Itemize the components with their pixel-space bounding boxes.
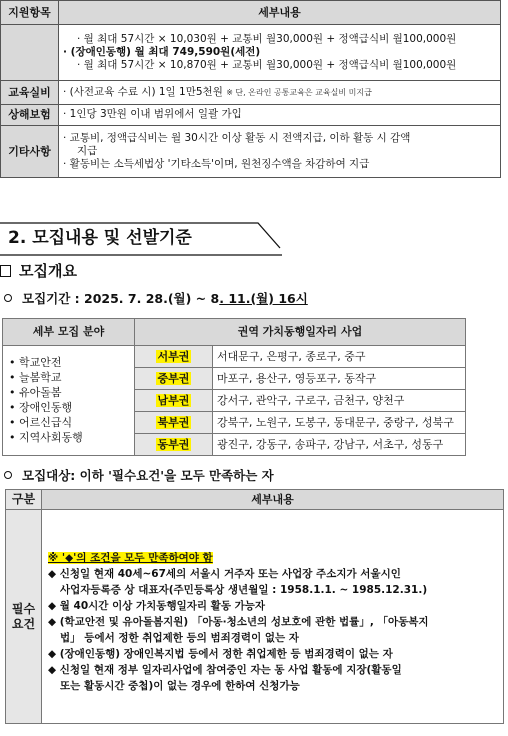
period-text-underlined: . 11.(월) 16시 <box>219 291 308 306</box>
insurance-text: · 1인당 3만원 이내 범위에서 일괄 가입 <box>59 105 501 126</box>
other-notes <box>59 126 501 178</box>
req-line: 또는 활동시간 중첩)이 없는 경우에 한하여 신청가능 <box>60 680 300 692</box>
pay-line: · 월 최대 57시간 × 10,030원 + 교통비 월30,000원 + 정액급식비 월100,000원 <box>77 33 457 45</box>
region-name <box>135 434 213 456</box>
recruit-target <box>4 468 274 484</box>
recruit-period <box>4 291 308 307</box>
checkbox-square-icon <box>0 265 11 277</box>
pay-line: · 월 최대 57시간 × 10,870원 + 교통비 월30,000원 + 정액급식비 월100,000원 <box>77 59 457 71</box>
region-table <box>2 318 466 456</box>
req-line: ◆ 신청일 현재 정부 일자리사업에 참여중인 자는 동 사업 활동에 지장(활동일 <box>48 664 402 676</box>
req-row-label <box>6 510 42 724</box>
req-line: ◆ 신청일 현재 40세~67세의 서울시 거주자 또는 사업장 주소지가 서울시인 <box>48 568 401 580</box>
region-name <box>135 412 213 434</box>
region-name-text: 동부권 <box>157 437 190 451</box>
education-cost-note: ※ 단, 온라인 공통교육은 교육실비 미지급 <box>226 87 372 97</box>
other-line: 지급 <box>77 145 98 157</box>
field-item: • 늘봄학교 <box>9 370 62 384</box>
circle-bullet-icon <box>4 294 12 302</box>
region-name <box>135 346 213 368</box>
req-header-content: 세부내용 <box>42 490 504 510</box>
region-name-text: 서부권 <box>157 349 190 363</box>
other-line: · 교통비, 정액급식비는 월 30시간 이상 활동 시 전액지급, 이하 활동 시 감액 <box>63 132 411 144</box>
req-content <box>42 510 504 724</box>
field-item: • 지역사회동행 <box>9 430 83 444</box>
row-label: 교육실비 <box>1 81 59 105</box>
period-text: 모집기간 : 2025. 7. 28.(월) ~ 8 <box>22 291 220 306</box>
row-label: 상해보험 <box>1 105 59 126</box>
pay-label-cell <box>1 25 59 81</box>
req-line: 사업자등록증 상 대표자(주민등록상 생년월일 : 1958.1.1. ~ 1985.12.31.) <box>60 584 428 596</box>
other-line: · 활동비는 소득세법상 '기타소득'이며, 원천징수액을 차감하여 지급 <box>63 158 370 170</box>
sub-heading <box>0 262 77 281</box>
field-item: • 어르신급식 <box>9 415 73 429</box>
support-header-content: 세부내용 <box>59 1 501 25</box>
req-header-label: 구분 <box>6 490 42 510</box>
row-label: 기타사항 <box>1 126 59 178</box>
support-header-label: 지원항목 <box>1 1 59 25</box>
req-line: ◆ (장애인동행) 장애인복지법 등에서 정한 취업제한 등 범죄경력이 없는 자 <box>48 648 393 660</box>
education-cost <box>59 81 501 105</box>
section-title-text: 2. 모집내용 및 선발기준 <box>8 228 192 248</box>
field-item: • 장애인동행 <box>9 400 73 414</box>
pay-line: · (장애인동행) 월 최대 749,590원(세전) <box>63 46 261 58</box>
region-districts: 강북구, 노원구, 도봉구, 동대문구, 중랑구, 성북구 <box>213 412 466 434</box>
req-row-label-text: 필수 요건 <box>11 601 36 631</box>
req-note <box>48 552 499 568</box>
region-name-text: 남부권 <box>157 393 190 407</box>
requirement-table <box>5 489 504 724</box>
region-name <box>135 390 213 412</box>
req-note-text: ※ '◆'의 조건을 모두 만족하여야 함 <box>48 552 213 564</box>
field-list <box>3 346 135 456</box>
circle-bullet-icon <box>4 471 12 479</box>
education-cost-text: · (사전교육 수료 시) 1일 1만5천원 <box>63 85 223 98</box>
field-item: • 유아돌봄 <box>9 385 62 399</box>
region-districts: 강서구, 관악구, 구로구, 금천구, 양천구 <box>213 390 466 412</box>
field-item: • 학교안전 <box>9 355 62 369</box>
region-name-text: 북부권 <box>157 415 190 429</box>
region-districts: 서대문구, 은평구, 종로구, 중구 <box>213 346 466 368</box>
req-line: 법」 등에서 정한 취업제한 등의 범죄경력이 없는 자 <box>60 632 299 644</box>
region-header-fields: 세부 모집 분야 <box>3 319 135 346</box>
region-header-regions: 권역 가치동행일자리 사업 <box>135 319 466 346</box>
target-text: 모집대상: 이하 '필수요건'을 모두 만족하는 자 <box>22 468 274 483</box>
section-title <box>0 222 282 256</box>
req-line: ◆ (학교안전 및 유아돌봄지원) 「아동·청소년의 성보호에 관한 법률」, 「아동복지 <box>48 616 429 628</box>
req-line: ◆ 월 40시간 이상 가치동행일자리 활동 가능자 <box>48 600 266 612</box>
pay-detail <box>59 25 501 81</box>
region-districts: 광진구, 강동구, 송파구, 강남구, 서초구, 성동구 <box>213 434 466 456</box>
support-table <box>0 0 501 178</box>
region-name-text: 중부권 <box>157 371 190 385</box>
region-districts: 마포구, 용산구, 영등포구, 동작구 <box>213 368 466 390</box>
sub-heading-text: 모집개요 <box>19 262 77 280</box>
region-name <box>135 368 213 390</box>
